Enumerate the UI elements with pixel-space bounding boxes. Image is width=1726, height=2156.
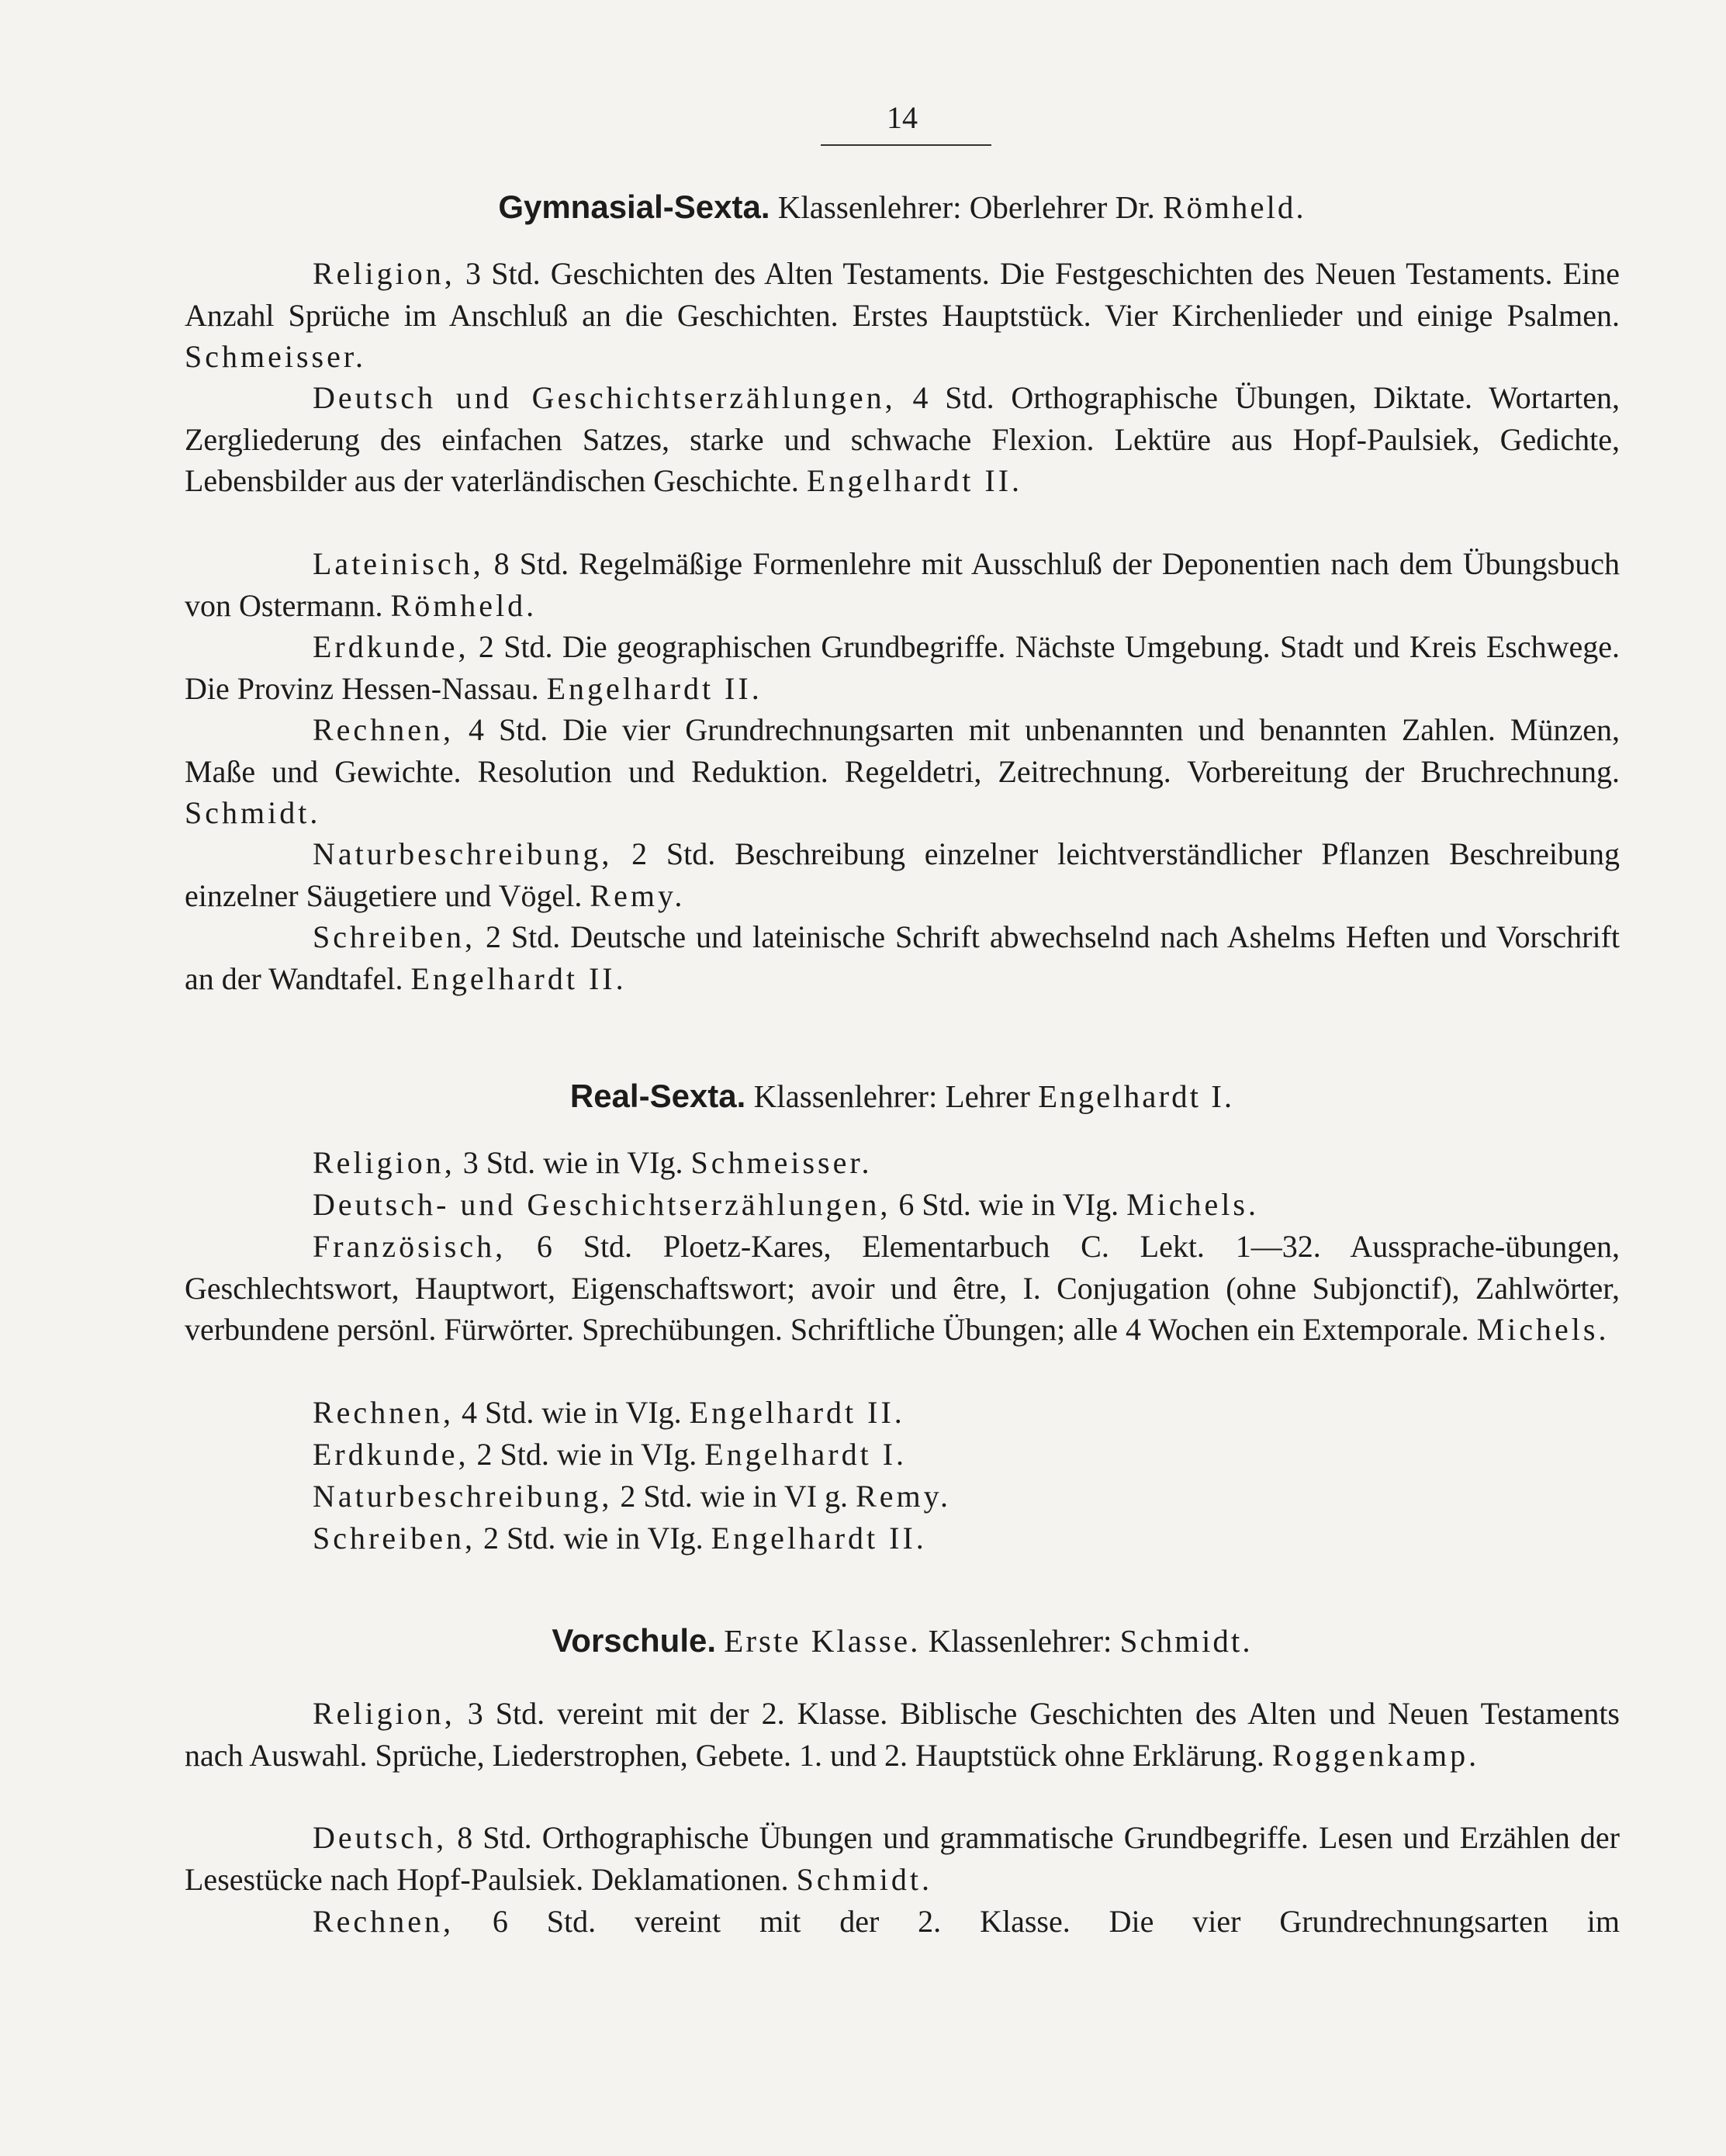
vorschule-teacher-name: Schmidt. <box>1119 1623 1253 1659</box>
gymnasial-entry-rechnen <box>185 709 1620 834</box>
entry-text: 3 Std. vereint mit der 2. Klasse. Biblische Geschichten des Alten und Neuen Testaments nach Auswahl. Sprüche, Liederstrophen, Gebete. 1. und 2. Hauptstück ohne Erklärung. <box>185 1696 1620 1773</box>
subject: Deutsch und Geschichtserzählungen, <box>313 380 896 415</box>
subject: Rechnen, <box>313 1395 454 1430</box>
entry-text: 6 Std. wie in VIg. <box>898 1187 1119 1222</box>
entry-text: 8 Std. Regelmäßige Formenlehre mit Ausschluß der Deponentien nach dem Übungsbuch von Ostermann. <box>185 546 1621 623</box>
subject: Lateinisch, <box>313 546 484 581</box>
teacher: Schmidt. <box>185 795 321 830</box>
subject: Erdkunde, <box>313 629 469 664</box>
subject: Religion, <box>313 1145 455 1180</box>
subject: Religion, <box>313 1696 455 1731</box>
entry-text: 2 Std. Deutsche und lateinische Schrift abwechselnd nach Ashelms Heften und Vorschrift an der Wandtafel. <box>185 919 1620 996</box>
vorschule-heading <box>185 1620 1620 1662</box>
page-number: 14 <box>887 100 918 135</box>
entry-text: 4 Std. Orthographische Übungen, Diktate. Wortarten, Zergliederung des einfachen Satzes, starke und schwache Flexion. Lektüre aus Hopf-Paulsiek, Gedichte, Lebensbilder aus der vaterländischen Geschichte. <box>185 380 1620 498</box>
real-entry-erdkunde <box>185 1434 1620 1476</box>
entry-text: 6 Std. vereint mit der 2. Klasse. Die vier Grundrechnungsarten im <box>492 1904 1621 1939</box>
real-entry-rechnen <box>185 1392 1620 1434</box>
teacher: Römheld. <box>390 587 538 623</box>
teacher: Engelhardt II. <box>711 1521 927 1556</box>
gymnasial-entry-deutsch <box>185 377 1620 502</box>
subject: Schreiben, <box>313 1521 476 1556</box>
entry-text: 2 Std. wie in VI g. <box>620 1479 849 1514</box>
entry-text: 8 Std. Orthographische Übungen und grammatische Grundbegriffe. Lesen und Erzählen der Lesestücke nach Hopf-Paulsiek. Deklamationen. <box>185 1820 1620 1897</box>
gymnasial-title: Gymnasial-Sexta. <box>498 189 770 225</box>
gymnasial-entry-erdkunde <box>185 626 1620 709</box>
subject: Deutsch- und Geschichtserzählungen, <box>313 1187 891 1222</box>
gymnasial-heading <box>185 186 1620 228</box>
gymnasial-entry-latein <box>185 543 1620 626</box>
real-teacher-label: Klassenlehrer: Lehrer <box>753 1078 1030 1114</box>
real-teacher-name: Engelhardt I. <box>1038 1078 1235 1114</box>
vorschule-entry-religion <box>185 1693 1620 1776</box>
teacher: Roggenkamp. <box>1271 1737 1480 1773</box>
real-entry-schreiben <box>185 1518 1620 1559</box>
teacher: Engelhardt II. <box>689 1395 905 1430</box>
entry-text: 2 Std. wie in VIg. <box>483 1521 704 1556</box>
teacher: Engelhardt II. <box>546 670 763 706</box>
real-entry-deutsch <box>185 1184 1620 1226</box>
subject: Deutsch, <box>313 1820 448 1855</box>
entry-text: 2 Std. wie in VIg. <box>476 1437 697 1472</box>
entry-text: 4 Std. wie in VIg. <box>461 1395 682 1430</box>
subject: Rechnen, <box>313 1904 454 1939</box>
gymnasial-teacher-name: Römheld. <box>1163 189 1306 225</box>
gymnasial-entry-schreiben <box>185 916 1620 999</box>
vorschule-title: Vorschule. <box>552 1622 717 1659</box>
real-heading <box>185 1075 1620 1117</box>
vorschule-teacher-label: Klassenlehrer: <box>928 1623 1112 1659</box>
subject: Rechnen, <box>313 712 454 747</box>
entry-text: 2 Std. Die geographischen Grundbegriffe. Nächste Umgebung. Stadt und Kreis Eschwege. Die Provinz Hessen-Nassau. <box>185 629 1621 706</box>
vorschule-entry-rechnen <box>185 1901 1620 1943</box>
teacher: Engelhardt II. <box>410 960 627 996</box>
vorschule-entry-deutsch <box>185 1817 1620 1900</box>
gymnasial-entry-natur <box>185 833 1620 916</box>
teacher: Schmeisser. <box>690 1145 873 1180</box>
teacher: Schmeisser. <box>185 339 366 374</box>
document-page <box>185 0 1620 2156</box>
entry-text: 4 Std. Die vier Grundrechnungsarten mit unbenannten und benannten Zahlen. Münzen, Maße und Gewichte. Resolution und Reduktion. Regeldetri, Zeitrechnung. Vorbereitung der Bruchrechnung. <box>185 712 1621 789</box>
real-entry-franz <box>185 1226 1620 1351</box>
subject: Religion, <box>313 256 455 291</box>
subject: Schreiben, <box>313 919 476 954</box>
gymnasial-entry-religion <box>185 253 1620 378</box>
real-title: Real-Sexta. <box>569 1078 746 1114</box>
subject: Naturbeschreibung, <box>313 836 613 871</box>
entry-text: 6 Std. Ploetz-Kares, Elementarbuch C. Lekt. 1—32. Aussprache-übungen, Geschlechtswort, Hauptwort, Eigenschaftswort; avoir und être, I. Conjugation (ohne Subjonctif), Zahlwörter, verbundene persönl. Fürwörter. Sprechübungen. Schriftliche Übungen; alle 4 Wochen ein Extemporale. <box>185 1229 1621 1347</box>
real-entry-natur <box>185 1476 1620 1518</box>
teacher: Michels. <box>1126 1187 1259 1222</box>
teacher: Michels. <box>1476 1312 1610 1347</box>
entry-text: 3 Std. wie in VIg. <box>462 1145 683 1180</box>
teacher: Engelhardt II. <box>806 463 1023 498</box>
teacher: Schmidt. <box>796 1861 932 1897</box>
entry-text: 3 Std. Geschichten des Alten Testaments. Die Festgeschichten des Neuen Testaments. Eine Anzahl Sprüche im Anschluß an die Geschichten. Erstes Hauptstück. Vier Kirchenlieder und einige Psalmen. <box>185 256 1620 333</box>
subject: Französisch, <box>313 1229 507 1264</box>
teacher: Engelhardt I. <box>704 1437 908 1472</box>
teacher: Remy. <box>590 877 686 913</box>
teacher: Remy. <box>856 1479 952 1514</box>
subject: Erdkunde, <box>313 1437 469 1472</box>
entry-text: 2 Std. Beschreibung einzelner leichtverständlicher Pflanzen Beschreibung einzelner Säugetiere und Vögel. <box>185 836 1621 913</box>
gymnasial-teacher-label: Klassenlehrer: Oberlehrer Dr. <box>777 189 1155 225</box>
vorschule-class: Erste Klasse. <box>724 1623 921 1659</box>
header-rule <box>821 144 991 146</box>
subject: Naturbeschreibung, <box>313 1479 613 1514</box>
real-entry-religion <box>185 1142 1620 1184</box>
